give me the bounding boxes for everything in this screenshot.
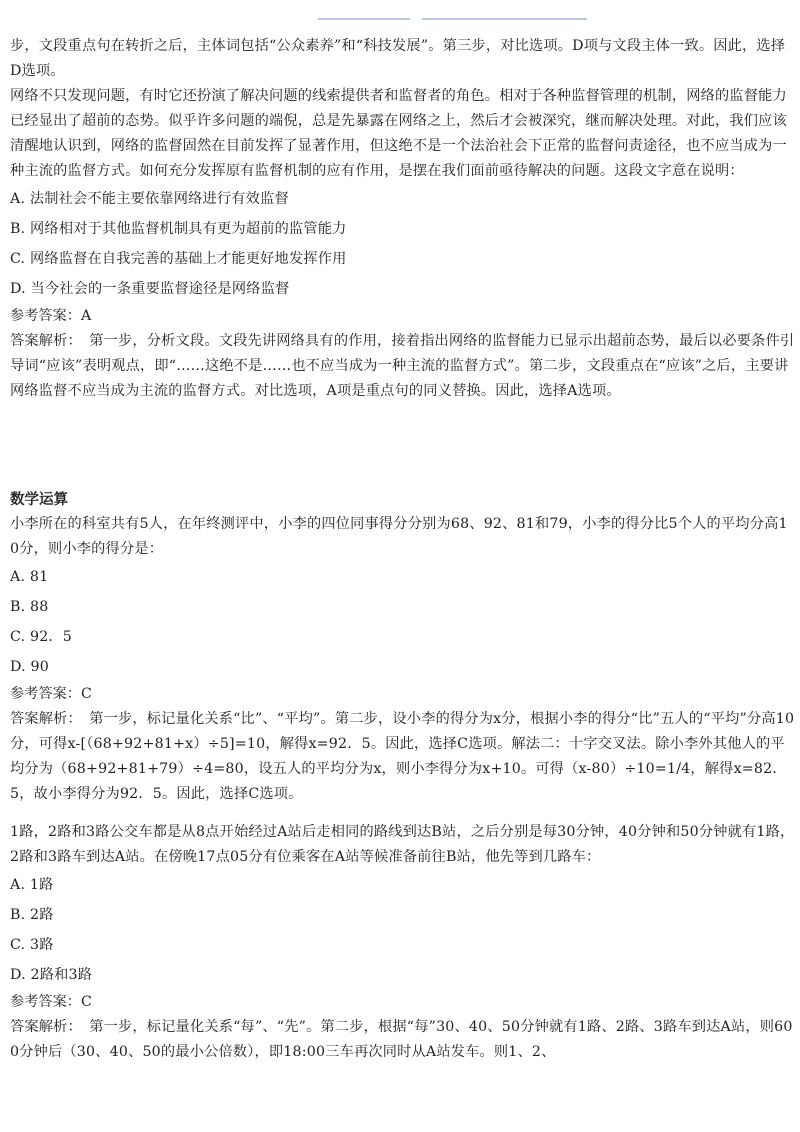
- option-b: B. 2路: [10, 907, 54, 923]
- reference-answer: 参考答案：C: [10, 686, 92, 702]
- option-c: C. 网络监督在自我完善的基础上才能更好地发挥作用: [10, 251, 347, 267]
- header-decor-line-left: [318, 18, 410, 20]
- option-d: D. 当今社会的一条重要监督途径是网络监督: [10, 281, 290, 297]
- block-reading-question: [10, 34, 795, 404]
- question-stem: 1路，2路和3路公交车都是从8点开始经过A站后走相同的路线到达B站，之后分别是每30分钟，40分钟和50分钟就有1路，2路和3路车到达A站。在傍晚17点05分有位乘客在A站等候准备前往B站，他先等到几路车：: [10, 824, 795, 865]
- option-c: C. 3路: [10, 937, 54, 953]
- answer-analysis: 答案解析： 第一步，标记量化关系“每”、“先”。第二步，根据“每”30、40、50分钟就有1路、2路、3路车到达A站，则600分钟后（30、40、50的最小公倍数），即18:00三车再次同时从A站发车。则1、2、: [10, 1019, 793, 1060]
- question-stem: 小李所在的科室共有5人，在年终测评中，小李的四位同事得分分别为68、92、81和79，小李的得分比5个人的平均分高10分，则小李的得分是：: [10, 516, 788, 557]
- header-decor-line-right: [422, 18, 587, 20]
- block-bus-question: [10, 820, 795, 1065]
- option-d: D. 90: [10, 659, 49, 675]
- block-math-section: [10, 488, 795, 807]
- option-b: B. 88: [10, 599, 49, 615]
- option-a: A. 81: [10, 569, 49, 585]
- option-c: C. 92．5: [10, 629, 73, 645]
- previous-analysis-continuation: 步，文段重点句在转折之后，主体词包括“公众素养”和“科技发展”。第三步，对比选项。D项与文段主体一致。因此，选择D选项。: [10, 38, 786, 79]
- question-stem: 网络不只发现问题，有时它还扮演了解决问题的线索提供者和监督者的角色。相对于各种监督管理的机制，网络的监督能力已经显出了超前的态势。似乎许多问题的端倪，总是先暴露在网络之上，然后才会被深究，继而解决处理。对此，我们应该清醒地认识到，网络的监督固然在目前发挥了显著作用，但这绝不是一个法治社会下正常的监督问责途径，也不应当成为一种主流的监督方式。如何充分发挥原有监督机制的应有作用，是摆在我们面前亟待解决的问题。这段文字意在说明：: [10, 88, 787, 179]
- reference-answer: 参考答案：A: [10, 308, 92, 324]
- answer-analysis: 答案解析： 第一步，标记量化关系“比”、“平均”。第二步，设小李的得分为x分，根据小李的得分“比”五人的“平均”分高10分，可得x-[（68+92+81+x）÷5]=10，解得x=92．5。因此，选择C选项。解法二：十字交叉法。除小李外其他人的平均分为（68+92+81+79）÷4=80，设五人的平均分为x，则小李得分为x+10。可得（x-80）÷10=1/4，解得x=82．5，故小李得分为92．5。因此，选择C选项。: [10, 711, 795, 802]
- option-a: A. 1路: [10, 877, 54, 893]
- reference-answer: 参考答案：C: [10, 994, 92, 1010]
- section-title: 数学运算: [10, 492, 68, 508]
- option-b: B. 网络相对于其他监督机制具有更为超前的监管能力: [10, 221, 347, 237]
- option-a: A. 法制社会不能主要依靠网络进行有效监督: [10, 191, 289, 207]
- option-d: D. 2路和3路: [10, 967, 93, 983]
- answer-analysis: 答案解析： 第一步，分析文段。文段先讲网络具有的作用，接着指出网络的监督能力已显示出超前态势，最后以必要条件引导词“应该”表明观点，即“……这绝不是……也不应当成为一种主流的监督方式”。第二步，文段重点在“应该”之后，主要讲网络监督不应当成为主流的监督方式。对比选项，A项是重点句的同义替换。因此，选择A选项。: [10, 333, 795, 399]
